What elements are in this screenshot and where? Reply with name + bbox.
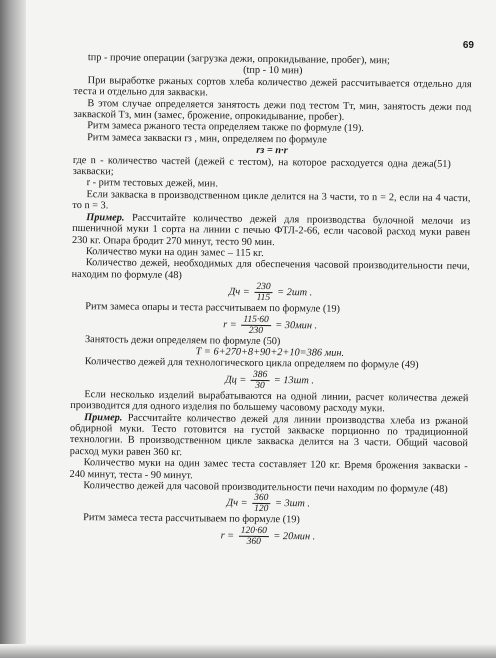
page-text	[69, 52, 472, 549]
fraction	[254, 282, 272, 303]
formula-lhs: r =	[220, 530, 235, 542]
example-label: Пример.	[84, 411, 123, 424]
denominator: 230	[248, 325, 264, 336]
example-text: Рассчитайте количество дежей для линии производства хлеба из ржаной обдирной муки. Тесто готовится на густой закваске порционно по традиционной технологии. В производственном цикле закваска делится на 3 части. Общий часовой расход муки равен 360 кг.	[69, 412, 469, 458]
denominator: 115	[256, 293, 271, 304]
paragraph: Количество муки на один замес теста составляет 120 кг. Время брожения закваски - 240 минут, теста - 90 минут.	[69, 457, 468, 481]
formula-lhs: Дч =	[228, 286, 250, 298]
paragraph: Количество дежей для часовой производительности печи находим по формуле (48)	[83, 480, 448, 495]
formula-r-2	[69, 524, 467, 549]
formula-rhs: = 2шт .	[277, 287, 313, 299]
example-paragraph	[72, 212, 470, 250]
denominator: 360	[246, 536, 261, 547]
numerator: 115·60	[241, 314, 271, 325]
paragraph: Количество дежей, необходимых для обеспечения часовой производительности печи, находим по формуле (48)	[71, 257, 470, 281]
numerator: 386	[251, 370, 269, 381]
fraction	[239, 526, 269, 547]
formula-lhs: r =	[223, 318, 237, 331]
paragraph: При выработке ржаных сортов хлеба количество дежей рассчитывается отдельно для теста и отдельно для закваски.	[73, 74, 472, 99]
text-line: (tпр - 10 мин)	[243, 65, 303, 77]
paragraph: Ритм замеса опары и теста рассчитываем по формуле (19)	[85, 301, 341, 315]
page-number: 69	[462, 40, 474, 51]
fraction	[251, 370, 269, 391]
fraction	[241, 314, 271, 335]
formula-number: (51)	[433, 158, 451, 170]
formula-lhs: Дц =	[225, 374, 247, 386]
denominator: 120	[254, 504, 269, 515]
numerator: 230	[254, 282, 272, 293]
numerator: 120·60	[239, 526, 269, 537]
fraction	[252, 493, 270, 514]
formula-rhs: = 30мин .	[275, 319, 318, 331]
example-text: Рассчитайте количество дежей для производства булочной мелочи из пшеничной муки 1 сорта на линии с печью ФТЛ-2-66, если часовой расход муки равен 230 кг. Опара бродит 270 минут, тесто 90 мин.	[71, 212, 471, 248]
paragraph: Количество дежей для технологического цикла определяем по формуле (49)	[84, 356, 419, 371]
paragraph: Занятость дежи определяем по формуле (50)	[84, 333, 281, 347]
paragraph: Если закваска в производственном цикле делится на 3 части, то n = 2, если на 4 части, то n = 3.	[72, 189, 471, 212]
formula-rhs: = 13шт .	[273, 374, 315, 387]
formula-t: Т = 6+270+8+90+2+10=386 мин.	[195, 346, 345, 359]
paragraph: Ритм замеса теста рассчитываем по формуле (19)	[83, 512, 300, 526]
formula-rhs: = 20мин .	[273, 530, 316, 543]
paragraph: Если несколько изделий вырабатываются на одной линии, расчет количества дежей производится для одного изделия по большему часовому расходу муки.	[70, 388, 469, 415]
formula-rhs: = 3шт .	[274, 498, 311, 510]
paragraph: r - ритм тестовых дежей, мин.	[86, 177, 218, 190]
formula-text: rз = n·r	[256, 145, 288, 157]
paragraph: Ритм замеса ржаного теста определяем также по формуле (19).	[87, 120, 364, 135]
formula-lhs: Дч =	[226, 497, 248, 510]
page-bottom-shadow	[0, 644, 496, 658]
paragraph: Ритм замеса закваски rз , мин, определяем по формуле	[87, 131, 327, 146]
text-line: tпр - прочие операции (загрузка дежи, опрокидывание, пробег), мин;	[87, 52, 390, 67]
paragraph: В этом случае определяется занятость дежи под тестом Тт, мин, занятость дежи под закваской Тз, мин (замес, брожение, опрокидывание, пробег).	[73, 97, 472, 123]
example-paragraph	[70, 412, 468, 462]
example-label: Пример.	[86, 211, 125, 224]
numerator: 360	[252, 493, 270, 504]
paragraph: Количество муки на один замес – 115 кг.	[85, 246, 264, 259]
paragraph-text: где n - количество частей (дежей с тестом), на которое расходуется одна дежа закваски;	[72, 154, 434, 178]
denominator: 30	[255, 380, 265, 391]
page-binding-shadow	[0, 0, 26, 658]
